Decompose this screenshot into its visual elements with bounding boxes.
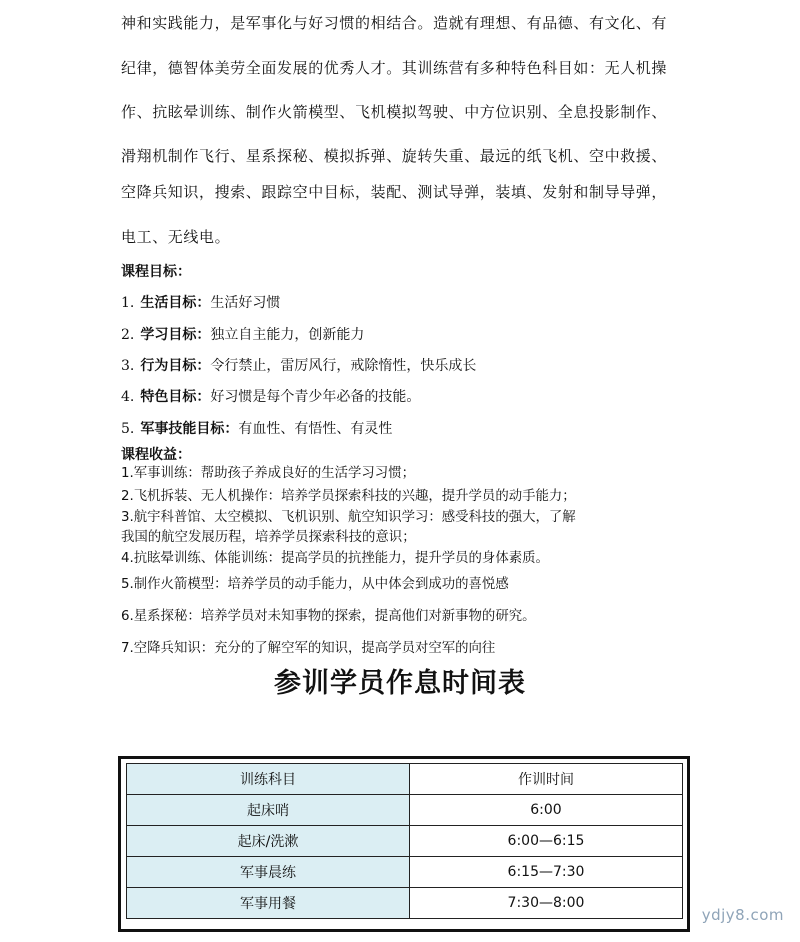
intro-line: 神和实践能力，是军事化与好习惯的相结合。造就有理想、有品德、有文化、有: [121, 14, 668, 32]
goal-item: [121, 357, 476, 375]
column-header: 训练科目: [127, 764, 410, 795]
benefit-line: 1.军事训练：帮助孩子养成良好的生活学习习惯；: [121, 466, 415, 481]
table-cell-time: 6:00: [410, 795, 683, 826]
benefit-line: 3.航宇科普馆、太空模拟、飞机识别、航空知识学习：感受科技的强大，了解: [121, 510, 576, 525]
column-header: 作训时间: [410, 764, 683, 795]
table-cell-time: 6:15—7:30: [410, 857, 683, 888]
benefit-line: 2.飞机拆装、无人机操作：培养学员探索科技的兴趣，提升学员的动手能力；: [121, 489, 576, 504]
table-cell-subject: 军事用餐: [127, 888, 410, 919]
table-cell-subject: 起床/洗漱: [127, 826, 410, 857]
goal-text: 好习惯是每个青少年必备的技能。: [210, 389, 421, 405]
benefit-line: 7.空降兵知识：充分的了解空军的知识，提高学员对空军的向往: [121, 641, 496, 656]
intro-line: 空降兵知识，搜索、跟踪空中目标，装配、测试导弹，装填、发射和制导导弹，: [121, 183, 668, 201]
benefits-heading: 课程收益：: [121, 447, 191, 463]
intro-line: 纪律，德智体美劳全面发展的优秀人才。其训练营有多种特色科目如：无人机操: [121, 59, 668, 77]
table-row: [127, 888, 683, 919]
schedule-title: 参训学员作息时间表: [274, 668, 526, 699]
intro-line: 滑翔机制作飞行、星系探秘、模拟拆弹、旋转失重、最远的纸飞机、空中救援、: [121, 147, 668, 165]
goal-number: 2.: [121, 327, 135, 343]
goal-text: 独立自主能力，创新能力: [210, 327, 365, 343]
goal-label: 军事技能目标：: [140, 421, 239, 437]
schedule-table-frame: [118, 756, 690, 932]
benefit-line: 5.制作火箭模型：培养学员的动手能力，从中体会到成功的喜悦感: [121, 577, 509, 592]
goal-number: 3.: [121, 358, 135, 374]
table-cell-subject: 军事晨练: [127, 857, 410, 888]
table-row: [127, 795, 683, 826]
table-cell-time: 7:30—8:00: [410, 888, 683, 919]
table-header-row: [127, 764, 683, 795]
goal-number: 4.: [121, 389, 135, 405]
goal-label: 行为目标：: [140, 358, 211, 374]
goal-item: [121, 294, 280, 312]
intro-line: 电工、无线电。: [121, 228, 231, 246]
table-row: [127, 826, 683, 857]
goal-item: [121, 420, 392, 438]
table-cell-time: 6:00—6:15: [410, 826, 683, 857]
goal-text: 有血性、有悟性、有灵性: [238, 421, 393, 437]
table-row: [127, 857, 683, 888]
goal-label: 特色目标：: [140, 389, 211, 405]
goals-heading: 课程目标：: [121, 264, 191, 280]
goal-label: 生活目标：: [140, 295, 211, 311]
goal-text: 生活好习惯: [210, 295, 281, 311]
watermark: ydjy8.com: [701, 906, 784, 924]
goal-number: 5.: [121, 421, 135, 437]
table-cell-subject: 起床哨: [127, 795, 410, 826]
benefit-line: 6.星系探秘：培养学员对未知事物的探索，提高他们对新事物的研究。: [121, 609, 536, 624]
intro-line: 作、抗眩晕训练、制作火箭模型、飞机模拟驾驶、中方位识别、全息投影制作、: [121, 103, 668, 121]
benefit-line: 我国的航空发展历程，培养学员探索科技的意识；: [121, 530, 416, 545]
benefit-line: 4.抗眩晕训练、体能训练：提高学员的抗挫能力，提升学员的身体素质。: [121, 551, 549, 566]
goal-number: 1.: [121, 295, 135, 311]
schedule-table: [126, 763, 683, 919]
goal-label: 学习目标：: [140, 327, 211, 343]
goal-item: [121, 388, 420, 406]
goal-item: [121, 326, 364, 344]
goal-text: 令行禁止，雷厉风行，戒除惰性，快乐成长: [210, 358, 477, 374]
